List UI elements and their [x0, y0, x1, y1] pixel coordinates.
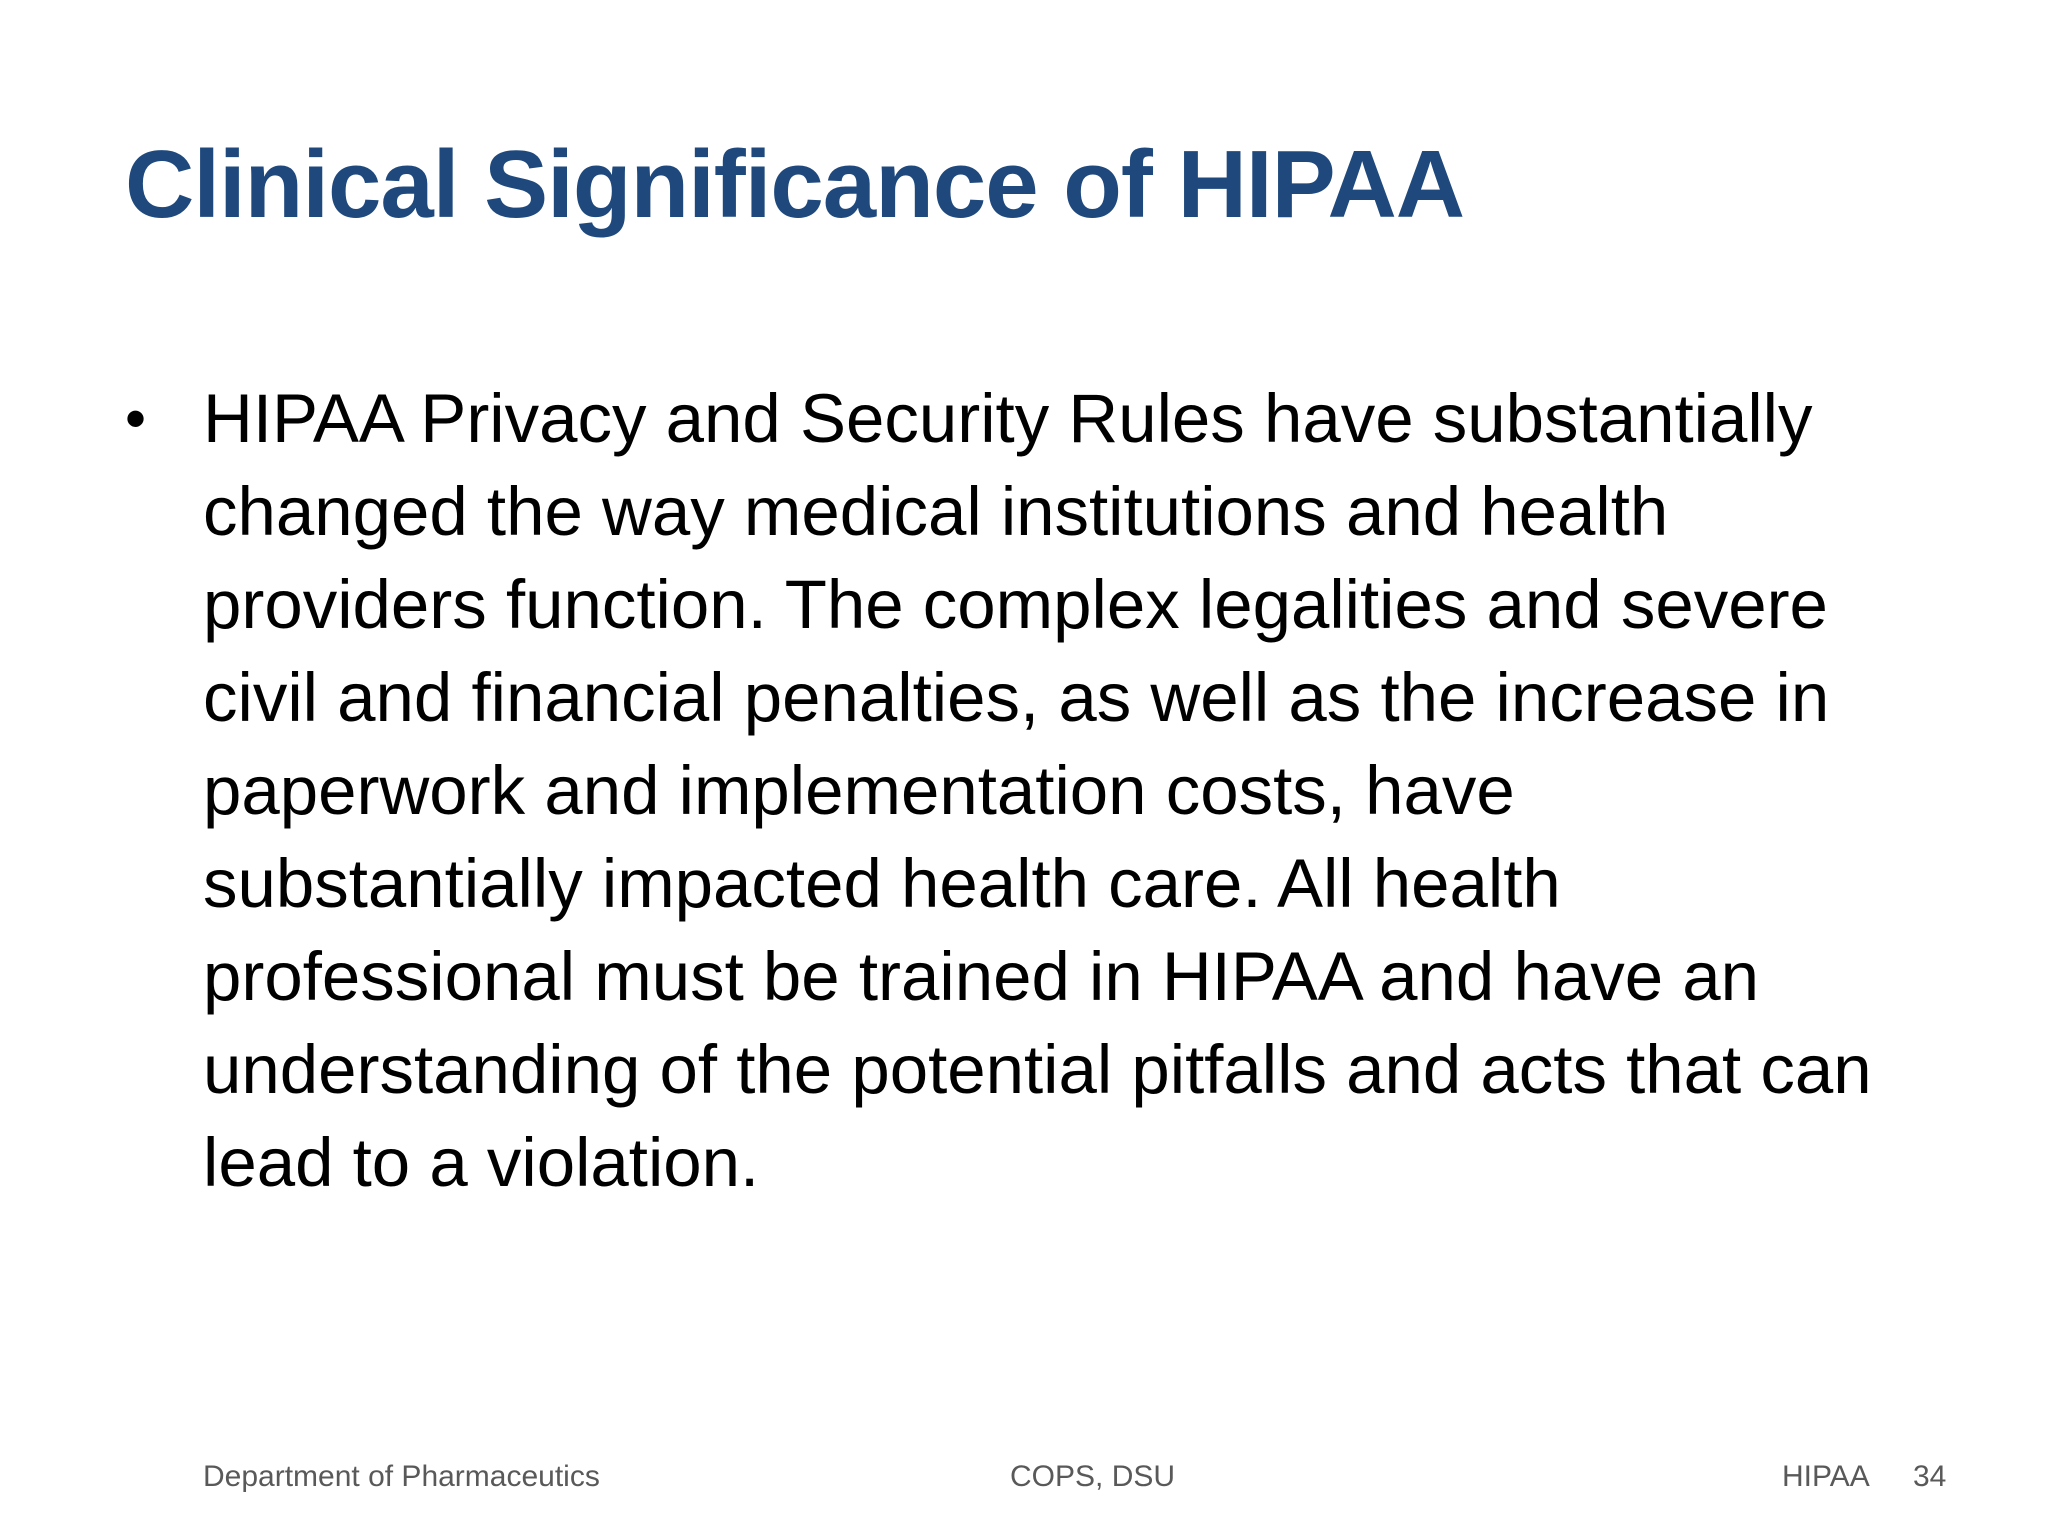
bullet-text: HIPAA Privacy and Security Rules have substantially changed the way medical institutions and health providers function. The complex legalities and severe civil and financial penalties, as well as the increase in paperwork and implementation costs, have substantially impacted health care. All health professional must be trained in HIPAA and have an understanding of the potential pitfalls and acts that can lead to a violation. [203, 380, 1872, 1201]
footer-college: COPS, DSU [1010, 1460, 1176, 1493]
slide-title: Clinical Significance of HIPAA [125, 131, 1465, 238]
bullet-item [125, 372, 1885, 1209]
bullet-marker: • [125, 385, 147, 452]
slide-number: 34 [1913, 1460, 1947, 1493]
footer-topic: HIPAA [1782, 1460, 1870, 1493]
footer-department: Department of Pharmaceutics [203, 1460, 600, 1493]
slide-content [125, 372, 1885, 1209]
